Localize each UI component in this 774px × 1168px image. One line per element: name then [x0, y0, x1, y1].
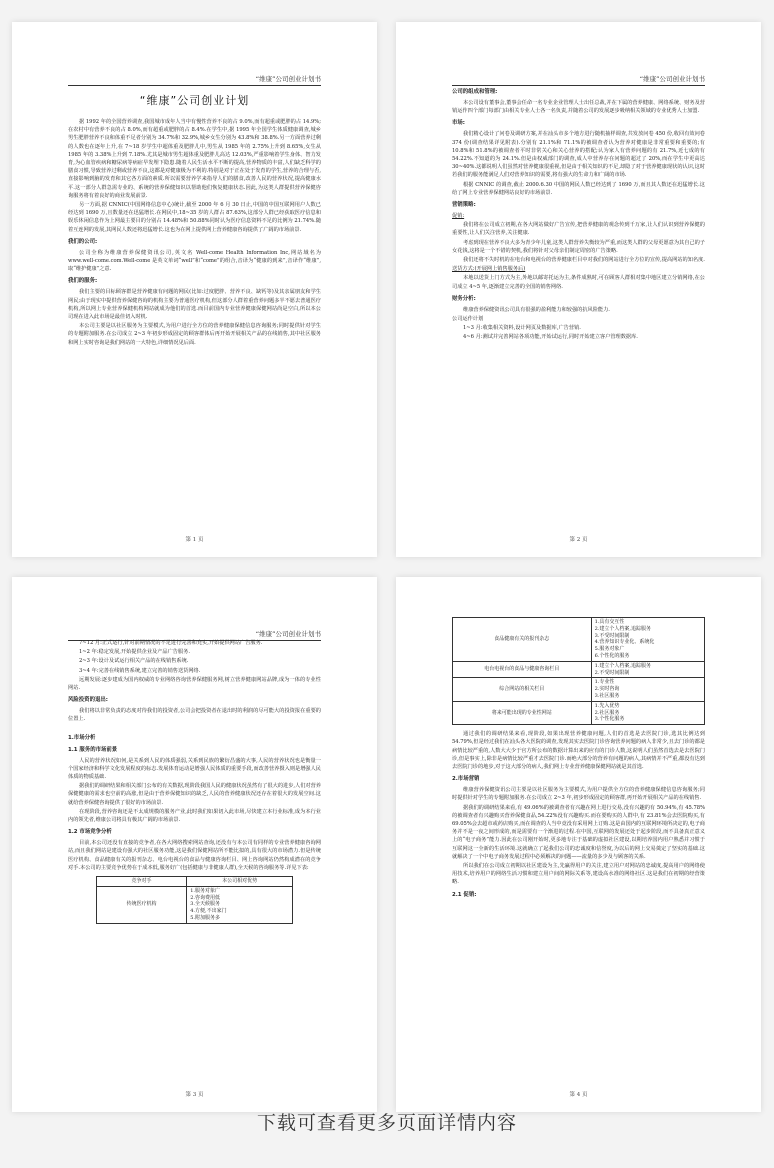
advantage-item: 1.具有交互性	[594, 619, 625, 625]
paragraph: 据我们的调研结果和相关部门公布的有关数据,现阶段我国人民的健康状况虽然有了很大的进步,人们对营养保健健康的需求也空前的高涨,但是由于营养保健知识的缺乏,人民的营养健康状况还存在着很大的发展空间.这就给营养保健咨询提供了很好的市场前景.	[68, 783, 321, 806]
table-cell-advantages	[591, 618, 704, 662]
paragraph: 2~3 年:设计及试运行相关产品的在线销售系统.	[79, 658, 189, 665]
table-row	[453, 618, 705, 662]
subheading: 送货方式:(开展网上销售服务后)	[452, 266, 526, 273]
paragraph: 1~2 年:稳定发展,开始提供企业及产品广告服务.	[79, 649, 191, 656]
advantage-item: 3.全天候服务	[190, 901, 220, 908]
paragraph: 目前,本公司还没有直接的竞争者,在各大网络搜索网站查询,还没有与本公司有同样的专业营养健康咨询网站,而且我们网站是建设有强大的社区服务功能,这是我们保健网站所不能比拟的,具有很大的市场潜力.但是传统医疗机构、食品健康有关的报刊杂志、电台电视台的食品与健康咨询栏目、网上咨询网站仍然构成潜在的竞争对手.本公司的主要竞争优势在于成本低,服务好广(包括健康与非健康人群),全天候的咨询服务等.详见下表:	[68, 840, 321, 871]
table-cell-rival: 将来可能出现的专业性网站	[453, 701, 592, 724]
paragraph: 我们还将不失时机的在电台和电视台的营养健康栏目中对我们的网站进行全方位的宣传,提高网站的知名度.	[463, 257, 705, 264]
section-heading: 我们的公司:	[68, 238, 98, 245]
paragraph: 另一方面,据 CNNIC(中国网络信息中心)统计,截至 2000 年 6 月 30 日止,中国的中国互联网用户人数已经达到 1690 万,且数量还在迅猛增长.在网民中,18~35 岁的人群占 87.63%,这部分人群已经获取医疗信息和娱乐休闲信息作为上网最主要目的分别占 14.48%和 50.88%同时认为医疗信息资料不足的比例为 21.74%.随着互连网的发展,其网民人数还将迅猛增长.这也为在网上提供网上营养健康咨询提供了广阔的市场前景.	[68, 202, 321, 233]
section-heading: 风险投资的退出:	[68, 697, 108, 704]
paragraph: 我们将以非常负责的态度对待我们的投资者,公司会把投资者在退出时的利润的尽可能大的投资报在重要的位置上.	[68, 708, 321, 723]
advantage-item: 1.先入优势	[594, 702, 620, 709]
advantage-item: 4.营养知识专业化、系统化	[594, 639, 655, 646]
paragraph: 远期发展:逐步建成为国内权威的专业网络咨询营养保健服务网,树立营养健康网站品牌,成为一体的专业性网站.	[68, 676, 321, 692]
paragraph: 根据 CNNIC 的调查,截止 2000.6.30 中国的网民人数已经达到了 1690 万,而且其人数还在迅猛增长.这给了网上专业营养保健网站良好的市场前景.	[452, 181, 705, 196]
table-row	[453, 678, 705, 701]
table-cell-rival: 电台电视台的食品与健康咨询栏目	[453, 661, 592, 678]
paragraph: 通过我们的调研结果来看,现阶段,如果出现营养健康问题,人们的首选是去医院门诊,选其比例达到 54.79%,但是经过我们在汕头各大医院的调查,发现其实去医院门诊咨询营养问题的病人非常少,且去门诊的都是病情比较严重的,人数大大少于官方所公布的数据计算出来的应有的门诊人数,这说明人们虽然首选去是去医院门诊,但是事实上,除非是病情比较严重才去医院门诊.而绝大部分的营养有问题的病人,其病情并不严重,都没有达到去医院门诊的地步,对于这大部分的病人,我们网上专业营养健康保健网站就是其首选.	[452, 731, 705, 770]
table-cell-rival: 综合网站的相关栏目	[453, 678, 592, 701]
page-number: 第 4 页	[569, 1092, 588, 1098]
section-heading: 2.市场营销	[452, 776, 480, 783]
page-content	[452, 84, 705, 529]
paragraph: 在现阶段,营养咨询还是不太成规模的服务产业,此时我们如果切入此市场,尽快建立本行业标准,成为本行业内的领先者,维康公司将具有极其广阔的市场前景.	[68, 808, 321, 824]
page-content	[452, 617, 705, 1084]
advantage-item: 2.社区服务	[594, 709, 620, 716]
advantage-item: 1.服务对象广	[190, 887, 220, 894]
competitor-table	[96, 876, 293, 924]
page-number: 第 1 页	[185, 537, 204, 543]
section-heading: 市场:	[452, 120, 465, 127]
page-header: “维康”公司创业计划书	[68, 74, 321, 86]
paragraph: 考虑到现在营养不良大多为青少年儿童,这类人群营养失衡较为严重,而这类人群的父母更愿意为其自己的子女花钱,这将是一个不错的契机,我们将针对父母亲们制定周密的广告策略.	[452, 239, 705, 254]
page-header: “维康”公司创业计划书	[452, 74, 705, 86]
paragraph: 7~12 月:正式运行,针对前期情况的不足进行完善和充实,开始提供网站广告服务.	[79, 640, 263, 646]
section-heading: 2.1 促销:	[452, 891, 477, 898]
advantage-item: 4.方便,不出家门	[190, 908, 227, 915]
paragraph: 我们精心设计了问卷及调研方案,并在汕头市多个地方进行随机抽样调查,共发放问卷 450 份,收回有效问卷 374 份(调查结果详见附表).分别有 21.1%和 71.1%的被调查者认为营养对健康是非常重要和重要的;有 10.8%和 51.8%的被调查者平时非常关心和关心营养的搭配;认为家人有营养问题的有 21.7%,近七成的有 54.22%.不知道的为 24.1%.但是由权威部门的调查,成人中营养存在问题的超过了 20%,而在学生中更高达 30~40%.这都说明人们虽然对营养健康很重视,但是由于相关知识的不足,却隐了对于营养健康现状的认识,这时若我们的服务能满足人们对营养知识的需要,将有强大的生命力和广阔的市场.	[452, 131, 705, 179]
document-title: “维康”公司创业计划	[139, 94, 250, 107]
paragraph: 公司运作计划	[452, 316, 484, 323]
advantage-item: 5.附加服务多	[190, 915, 220, 922]
table-row	[96, 886, 292, 923]
advantage-item: 5.服务对象广	[594, 646, 625, 653]
advantage-item: 2.实时咨询	[594, 686, 620, 693]
advantage-item: 1.建立个人档案,追踪服务	[594, 662, 651, 669]
competitor-table-continued	[452, 617, 705, 725]
page-number: 第 2 页	[569, 537, 588, 543]
section-heading: 公司的组成和管理:	[452, 89, 498, 95]
advantage-item: 3.不受时间限制	[594, 632, 630, 639]
paragraph: 据我们的调研结果来看,有 49.06%的被调查者有兴趣在网上进行交易,没有兴趣的有 50.94%,有 45.78%的被调查者有兴趣购买营养保健食品,54.22%没有兴趣购买.而在要购买的人群中,有 23.81%会去医院购买,有 69.05%会去超市或药店购买,而在调查的人当中竟没有采用网上订购.这是由国内的互联网环境所决定的,电子商务并不是一夜之间形成的,而是需要有一个渐进的过程.在中国,互联网的发展还处于起步阶段,而不具备真正意义上的“电子商务”能力.因此在公司刚开始时,更多地专注于基础的虚拟社区建设,以期培养国内用户熟悉并习惯于互联网这一全新的生活环境.这就确立了起我们公司的忠诚度和信誉度,为以后的网上交易奠定了坚实的基础.这就解决了一个中电子商务发展过程中必须解决的问题——流量的多少及与顾客的关系.	[452, 804, 705, 860]
paragraph: 我们主要的目标顾客群是营养健康有问题的网民(比如:过度肥胖、营养不良、缺钙等)及其亲属朋友和学生网民;由于现实中提供营养保健咨询的机构主要为普通医疗机构,但这部分人群着重营养问题多半不愿去普通医疗机构,所以网上专业营养保健机构网站就成为他们的首选.而目前国内专业营养健康保健网站尚是空白,所以本公司现在进入此市场是最佳切入时机.	[68, 289, 321, 321]
table-cell-advantages	[591, 678, 704, 701]
paragraph: 所以我们在公司成立初期以社区建设为主,先赢得用户的关注,建立用户对网站的忠诚度,提高用户的网络使用技术,培养用户的网络生活习惯和建立用户间的网际关系等,建设高水准的网络社区.这是我们在初期的经营策略.	[452, 863, 705, 886]
paragraph: 公司全称为维康营养保健资讯公司,英文名 Well-come Health Information Inc,网站域名为 www.well-come.com.Well-come 是英文单词“well”和“come”的组合,音译为“健康的到来”,音译作“维康”,取“维护健康”之意.	[68, 249, 321, 273]
paragraph: 我们将在公司成立初期,在各大网站做好广告宣传,把营养健康的观念传到千万家,让人们认识到营养保健的重要性,让人们关注营养,关注健康.	[452, 222, 705, 237]
paragraph: 3~4 年:完善在线销售系统,建立完善的销售送货网络.	[79, 667, 201, 674]
table-row	[453, 661, 705, 678]
advantage-item: 2.咨询费用低	[190, 894, 220, 901]
paragraph: 据 1992 年的全国营养调查,我国城市成年人当中有慢性营养不良的占 9.0%,而有超重或肥胖的占 14.9%;在农村中有营养不良的占 8.0%,而有超重或肥胖的占 8.4%.在学生中,据 1995 年全国学生体质健康调查,城乡男生肥胖营养不良和体重不足者分别为 34.7%和 32.9%,城乡女生分别为 43.8%和 38.8%.另一方面营养过剩的人数也在逐年上升,在 7~18 岁学生中超体重及肥胖儿中,男生从 1985 年的 2.75%上升到 8.65%,女生从 1985 年的 3.38%上升到 7.18%.尤其是城市男生超体重及肥胖儿高达 12.03%,严重影响着学生身体、智力发育,为心血管疾病和糖尿病等病症早发埋下隐患.随着人民生活水平不断的提高,营养物质的丰富,人们缺乏科学的膳食习惯,导致营养过剩或营养不良,这都是对健康极为不利的.特别是对于正在处于发育的学生,营养的合理与否,直接影响到脑的发育和其它各方面的素质.所以需要营养学来指导人们的膳食,改善人民的营养状况,提高健康水平.这一部分人群急需专业的、系统的营养保健知识以帮助他们恢复健康状态.因此,为这类人群提供营养保健咨询服务将有着良好的商业发展前景.	[68, 119, 321, 199]
page-header: “维康”公司创业计划书	[68, 629, 321, 641]
table-cell-advantages	[187, 886, 293, 923]
page-number: 第 3 页	[185, 1092, 204, 1098]
table-cell-rival: 食品健康有关的报刊杂志	[453, 618, 592, 662]
section-heading: 1.市场分析	[68, 734, 96, 741]
subheading: 促销:	[452, 213, 465, 220]
table-row	[453, 701, 705, 724]
paragraph: 1~3 月:收集相关资料,设计网页及数据库,广告营销.	[463, 325, 581, 332]
table-cell-rival: 传统医疗机构	[96, 886, 186, 923]
section-heading: 营销策略:	[452, 202, 476, 209]
table-cell-advantages	[591, 661, 704, 678]
paragraph: 4~6 月:测试并完善网站各项功能,开始试运行,同时开始建立客户管理数据库.	[463, 334, 638, 341]
download-caption: 下载可查看更多页面详情内容	[256, 1112, 517, 1134]
paragraph: 本公司设有董事会,董事会任命一名专业企业管理人士出任总裁,并在下属的营养健康、网络系统、财务及营销运作四个部门每部门由相关专业人士各一名负责,并随着公司的发展逐步吸纳相关领域的专业优秀人士加盟.	[452, 100, 705, 115]
section-heading: 1.1 服务的市场前景	[68, 746, 118, 753]
paragraph: 维康营养保健资讯公司具有很强的盈利能力和较强的抗风险能力.	[463, 306, 610, 313]
paragraph: 本地以送货上门方式为主,外地以邮寄托运为主,条件成熟时,可在顾客人群相对集中地区建立分销网络,在公司成立 4~5 年,逐渐建立完善的全国的销售网络.	[452, 275, 705, 290]
document-page-4	[396, 577, 761, 1112]
section-heading: 财务分析:	[452, 295, 476, 302]
advantage-item: 2.建立个人档案,追踪服务	[594, 625, 651, 632]
document-page-2	[396, 22, 761, 557]
table-cell-advantages	[591, 701, 704, 724]
document-page-1	[12, 22, 377, 557]
document-page-3	[12, 577, 377, 1112]
paragraph: 本公司主要是以社区服务为主要模式,为用户进行全方位的营养健康保健信息咨询服务;同时提供针对学生的专题附加服务.在公司成立 2~3 年初步形成固定的顾客群体后再开始开展相关产品的在线销售,其中社区服务和网上实时咨询是我们网站的一大特色,详细情况见后面.	[68, 323, 321, 346]
advantage-item: 1.专业性	[594, 679, 615, 686]
paragraph: 维康营养保健资讯公司主要是以社区服务为主要模式,为用户提供全方位的营养健康保健信息咨询服务;同时提供针对学生的专题附加服务.在公司成立 2~3 年,初步形成固定的顾客群,再开始开展相关产品的在线销售.	[452, 787, 705, 802]
advantage-item: 3.个性化服务	[594, 716, 625, 723]
table-header: 本公司相对优势	[187, 877, 293, 887]
section-heading: 我们的服务:	[68, 278, 98, 285]
table-header: 竞争对手	[96, 877, 186, 887]
paragraph: 人民的营养状况如何,是关系到人民的体质强弱,关系到民族的繁衍昌盛的大事,人民的营养状况也是衡量一个国家经济和科学文化发展程度的标志.发展体育运动是增强人民体质的重要手段,而改善营养摄入则是增强人民体质的物质基础.	[68, 757, 321, 781]
advantage-item: 3.社区服务	[594, 692, 620, 699]
page-content	[68, 639, 321, 1084]
advantage-item: 6.个性化的服务	[594, 652, 630, 659]
section-heading: 1.2 市场竞争分析	[68, 829, 112, 836]
advantage-item: 2.不受时间限制	[594, 669, 630, 676]
page-content	[68, 84, 321, 529]
